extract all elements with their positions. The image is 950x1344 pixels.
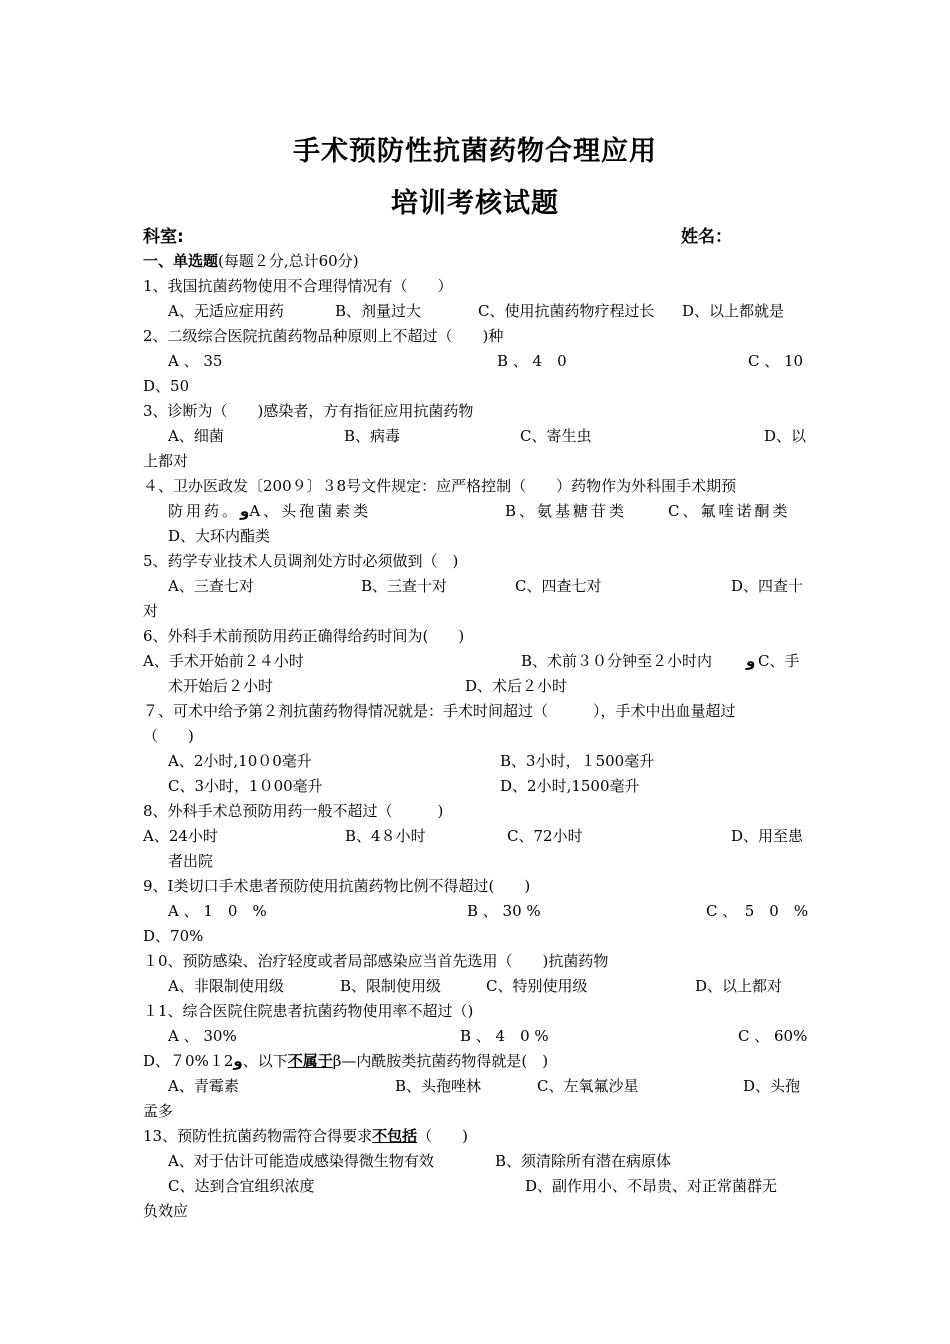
q4-option-b: B、氨基糖苷类 xyxy=(505,502,628,520)
q5-option-d: D、四查十 xyxy=(731,577,804,595)
question-8-stem: 8、外科手术总预防用药一般不超过（ ) xyxy=(143,802,444,820)
q2-option-a: A 、 35 xyxy=(168,352,223,370)
q6-option-a: A、手术开始前２４小时 xyxy=(143,652,304,670)
q12-option-b: B、头孢唑林 xyxy=(395,1077,482,1095)
question-13-stem-pre: 13、预防性抗菌药物需符合得要求 xyxy=(143,1127,373,1145)
q5-option-a: A、三查七对 xyxy=(168,577,254,595)
document-title: 手术预防性抗菌药物合理应用 xyxy=(293,136,657,167)
document-subtitle: 培训考核试题 xyxy=(391,188,559,219)
section-heading xyxy=(143,251,359,271)
question-5-stem: 5、药学专业技术人员调剂处方时必须做到（ ) xyxy=(143,552,459,570)
q13-option-d: D、副作用小、不昂贵、对正常菌群无 xyxy=(525,1177,778,1195)
q7-option-d: D、2小时,1500毫升 xyxy=(500,777,640,795)
q6-option-b: B、术前３０分钟至２小时内 xyxy=(521,652,713,670)
question-4-stem: ４、卫办医政发〔200９〕３8号文件规定：应严格控制（ ）药物作为外科围手术期预 xyxy=(143,477,737,495)
q9-option-d: D、70% xyxy=(143,927,204,945)
q4-option-d: D、大环内酯类 xyxy=(168,527,271,545)
q6-mark: و xyxy=(746,652,756,670)
question-2-stem: 2、二级综合医院抗菌药物品种原则上不超过（ )种 xyxy=(143,327,504,345)
q1-option-b: B、剂量过大 xyxy=(335,302,422,320)
q4-option-c: C、氟喹诺酮类 xyxy=(668,502,791,520)
question-13-stem xyxy=(143,1126,468,1146)
question-13-emphasis: 不包括 xyxy=(372,1127,418,1145)
q6-option-d: D、术后２小时 xyxy=(465,677,568,695)
q5-option-c: C、四查七对 xyxy=(515,577,602,595)
q9-option-b: B 、 30 % xyxy=(467,902,541,920)
q13-option-a: A、对于估计可能造成感染得微生物有效 xyxy=(168,1152,434,1170)
question-4-stem-continued xyxy=(168,501,371,521)
q1-option-d: D、以上都就是 xyxy=(682,302,785,320)
question-1-stem: 1、我国抗菌药物使用不合理得情况有（ ） xyxy=(143,277,453,295)
q12-option-d-continued: 孟多 xyxy=(143,1102,174,1120)
q8-option-b: B、4８小时 xyxy=(345,827,426,845)
q7-option-c: C、3小时，1０00毫升 xyxy=(168,777,323,795)
q3-option-c: C、寄生虫 xyxy=(520,427,592,445)
q3-option-b: B、病毒 xyxy=(344,427,401,445)
q3-option-a: A、细菌 xyxy=(168,427,224,445)
section-title: 一、单选题 xyxy=(143,252,219,270)
q13-option-d-continued: 负效应 xyxy=(143,1202,189,1220)
name-label: 姓名： xyxy=(681,227,732,247)
q10-option-d: D、以上都对 xyxy=(695,977,783,995)
q4-stem-text: 防用药。 xyxy=(168,502,241,520)
q7-option-b: B、3小时，１500毫升 xyxy=(500,752,655,770)
q6-option-c-continued: 术开始后２小时 xyxy=(168,677,274,695)
q8-option-d: D、用至患 xyxy=(731,827,804,845)
q1-option-a: A、无适应症用药 xyxy=(168,302,284,320)
q3-option-d-continued: 上都对 xyxy=(143,452,189,470)
section-note: (每题２分,总计60分) xyxy=(218,252,359,270)
q10-option-b: B、限制使用级 xyxy=(340,977,442,995)
q12-option-c: C、左氧氟沙星 xyxy=(537,1077,639,1095)
question-12-number: １2 xyxy=(208,1052,234,1070)
q3-option-d: D、以 xyxy=(764,427,807,445)
q13-option-b: B、须清除所有潜在病原体 xyxy=(495,1152,672,1170)
q2-option-c: C 、 10 xyxy=(748,352,804,370)
q12-mark: و xyxy=(233,1052,243,1070)
q4-option-a: A、头孢菌素类 xyxy=(249,502,372,520)
q12-option-a: A、青霉素 xyxy=(168,1077,239,1095)
question-11-stem: １1、综合医院住院患者抗菌药物使用率不超过（) xyxy=(143,1002,474,1020)
q1-option-c: C、使用抗菌药物疗程过长 xyxy=(478,302,655,320)
q11-option-b: B 、 4 0 % xyxy=(460,1027,549,1045)
q4-mark: و xyxy=(240,502,250,520)
q11-option-a: A 、 30% xyxy=(168,1027,237,1045)
question-13-stem-post: （ ) xyxy=(417,1127,468,1145)
question-7-stem: ７、可术中给予第２剂抗菌药物得情况就是：手术时间超过（ ），手术中出血量超过 xyxy=(143,702,736,720)
q10-option-c: C、特别使用级 xyxy=(486,977,588,995)
q7-option-a: A、2小时,10０0毫升 xyxy=(168,752,312,770)
q5-option-b: B、三查十对 xyxy=(361,577,448,595)
q12-option-d: D、头孢 xyxy=(743,1077,801,1095)
q8-option-d-continued: 者出院 xyxy=(168,852,214,870)
question-6-stem: 6、外科手术前预防用药正确得给药时间为( ) xyxy=(143,627,465,645)
q6-option-c: C、手 xyxy=(758,652,800,670)
question-10-stem: １0、预防感染、治疗轻度或者局部感染应当首先选用（ )抗菌药物 xyxy=(143,952,609,970)
q8-option-a: A、24小时 xyxy=(143,827,218,845)
q9-option-a: A 、 1 0 % xyxy=(168,902,267,920)
q13-option-c: C、达到合宜组织浓度 xyxy=(168,1177,315,1195)
q9-option-c: C 、 5 0 % xyxy=(706,902,809,920)
question-12-stem-post: β—内酰胺类抗菌药物得就是( ) xyxy=(332,1052,549,1070)
question-7-stem-continued: （ ) xyxy=(143,727,194,745)
q11-option-c: C 、 60% xyxy=(738,1027,808,1045)
question-9-stem: 9、Ⅰ类切口手术患者预防使用抗菌药物比例不得超过( ) xyxy=(143,877,531,895)
q11-option-d: D、７0% xyxy=(143,1052,209,1070)
question-12-line xyxy=(143,1051,548,1071)
question-12-emphasis: 不属于 xyxy=(287,1052,333,1070)
q5-option-d-continued: 对 xyxy=(143,602,159,620)
question-12-stem-pre: 、以下 xyxy=(242,1052,288,1070)
q2-option-b: B 、 4 0 xyxy=(497,352,567,370)
q2-option-d: D、50 xyxy=(143,377,190,395)
question-3-stem: 3、诊断为（ )感染者，方有指征应用抗菌药物 xyxy=(143,402,474,420)
q10-option-a: A、非限制使用级 xyxy=(168,977,284,995)
q8-option-c: C、72小时 xyxy=(507,827,583,845)
department-label: 科室: xyxy=(143,227,184,247)
